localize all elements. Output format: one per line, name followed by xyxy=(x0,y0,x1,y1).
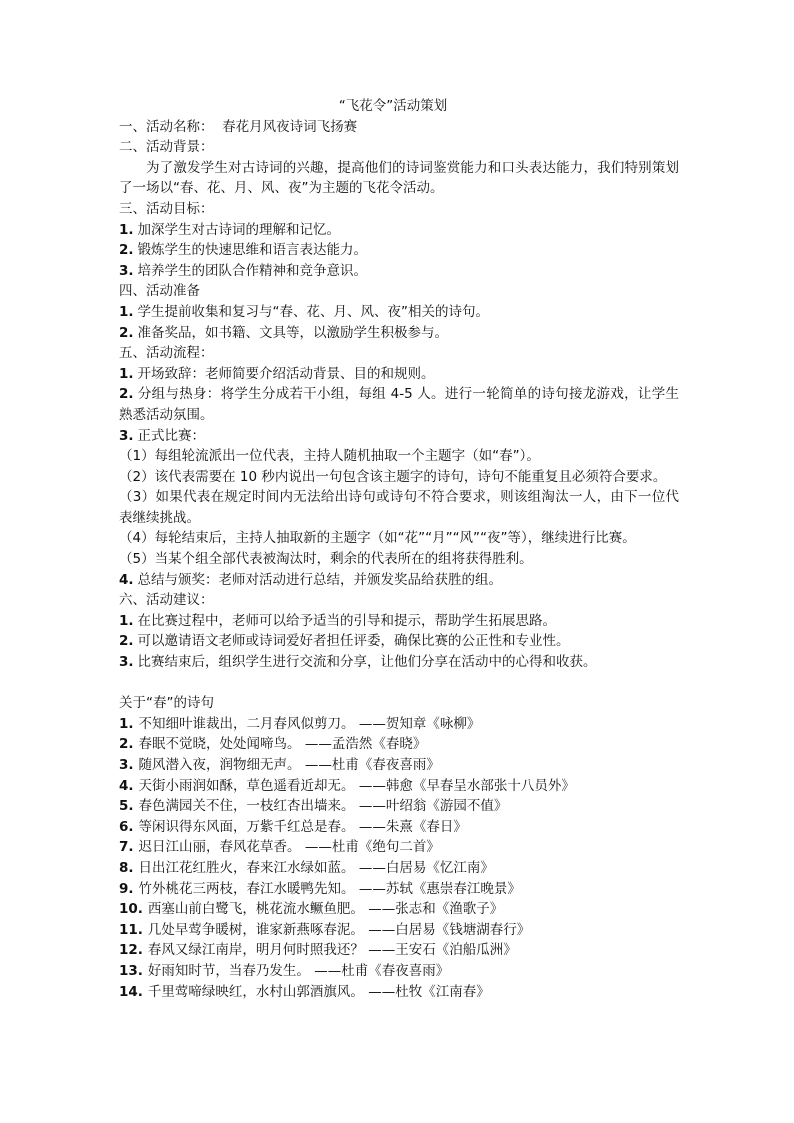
poem-item xyxy=(119,755,679,776)
sub-list-item: （4）每轮结束后，主持人抽取新的主题字（如“花”“月”“风”“夜”等），继续进行比赛。 xyxy=(119,530,636,547)
poem-number: 11. xyxy=(119,921,143,938)
document-body xyxy=(119,96,679,1002)
list-item-text: 在比赛过程中，老师可以给予适当的引导和提示，帮助学生拓展思路。 xyxy=(137,612,557,629)
sub-list-item: （5）当某个组全部代表被淘汰时，剩余的代表所在的组将获得胜利。 xyxy=(119,551,533,568)
poem-text: 春眠不觉晓，处处闻啼鸟。 ——孟浩然《春晓》 xyxy=(138,736,427,753)
list-item xyxy=(119,302,679,323)
poem-text: 几处早莺争暖树，谁家新燕啄春泥。 ——白居易《钱塘湖春行》 xyxy=(147,921,531,938)
poem-number: 12. xyxy=(119,942,143,959)
list-item-text: 锻炼学生的快速思维和语言表达能力。 xyxy=(137,242,368,259)
list-item-text: 分组与热身：将学生分成若干小组，每组 4-5 人。进行一轮简单的诗句接龙游戏，让学生熟悉活动氛围。 xyxy=(119,386,679,423)
list-item-number: 1. xyxy=(119,612,134,629)
list-item xyxy=(119,426,679,447)
poem-text: 天街小雨润如酥，草色遥看近却无。 ——韩愈《早春呈水部张十八员外》 xyxy=(138,777,575,794)
poem-list xyxy=(119,714,679,1002)
list-item xyxy=(119,652,679,673)
list-item-text: 正式比赛： xyxy=(137,427,206,444)
poem-text: 随风潜入夜，润物细无声。 ——杜甫《春夜喜雨》 xyxy=(138,757,440,773)
blank-line xyxy=(119,673,679,694)
section-flow-heading: 五、活动流程： xyxy=(119,345,214,362)
poem-number: 13. xyxy=(119,962,143,979)
list-item xyxy=(119,364,679,385)
list-item-text: 培养学生的团队合作精神和竞争意识。 xyxy=(137,262,368,279)
document-title: “飞花令”活动策划 xyxy=(338,98,448,114)
section-advice-heading: 六、活动建议： xyxy=(119,592,214,609)
list-item xyxy=(119,611,679,632)
list-item xyxy=(119,631,679,652)
poem-item xyxy=(119,858,679,879)
sub-list-item: （3）如果代表在规定时间内无法给出诗句或诗句不符合要求，则该组淘汰一人，由下一位代表继续挑战。 xyxy=(119,489,679,526)
list-item-number: 2. xyxy=(119,633,134,650)
section-name xyxy=(119,117,679,138)
list-item xyxy=(119,384,679,425)
sub-list-item: （1）每组轮流派出一位代表，主持人随机抽取一个主题字（如“春”）。 xyxy=(119,448,540,465)
poem-number: 10. xyxy=(119,901,143,918)
poem-item xyxy=(119,961,679,982)
list-item-number: 3. xyxy=(119,427,134,444)
poem-number: 14. xyxy=(119,983,143,1000)
sub-list-item: （2）该代表需要在 10 秒内说出一句包含该主题字的诗句，诗句不能重复且必须符合要求。 xyxy=(119,468,667,485)
list-item-number: 1. xyxy=(119,303,134,320)
poem-number: 5. xyxy=(119,798,134,815)
poem-item xyxy=(119,982,679,1003)
poem-text: 迟日江山丽，春风花草香。 ——杜甫《绝句二首》 xyxy=(138,839,440,856)
section-goals-heading: 三、活动目标： xyxy=(119,200,214,217)
list-item-text: 准备奖品，如书籍、文具等，以激励学生积极参与。 xyxy=(137,324,449,341)
list-item xyxy=(119,261,679,282)
poem-item xyxy=(119,899,679,920)
poem-number: 2. xyxy=(119,736,134,753)
list-item-text: 总结与颁奖：老师对活动进行总结，并颁发奖品给获胜的组。 xyxy=(137,571,503,588)
poem-item xyxy=(119,920,679,941)
poem-number: 3. xyxy=(119,757,134,773)
list-item-number: 1. xyxy=(119,221,134,238)
poem-item xyxy=(119,796,679,817)
poem-text: 好雨知时节，当春乃发生。 ——杜甫《春夜喜雨》 xyxy=(147,962,450,979)
poem-item xyxy=(119,714,679,735)
list-item-text: 可以邀请语文老师或诗词爱好者担任评委，确保比赛的公正性和专业性。 xyxy=(137,633,570,650)
list-item-number: 2. xyxy=(119,324,134,341)
poem-item xyxy=(119,879,679,900)
list-item-text: 加深学生对古诗词的理解和记忆。 xyxy=(137,221,341,238)
section-name-heading: 一、活动名称： xyxy=(119,118,214,135)
list-item-number: 3. xyxy=(119,654,134,671)
poem-item xyxy=(119,776,679,797)
poem-text: 西塞山前白鹭飞，桃花流水鳜鱼肥。 ——张志和《渔歌子》 xyxy=(147,901,504,918)
poem-item xyxy=(119,734,679,755)
poem-number: 9. xyxy=(119,880,134,897)
list-item xyxy=(119,220,679,241)
poem-item xyxy=(119,837,679,858)
poem-number: 7. xyxy=(119,839,134,856)
poem-number: 8. xyxy=(119,859,134,876)
poem-number: 4. xyxy=(119,777,134,794)
poem-text: 春风又绿江南岸，明月何时照我还？ ——王安石《泊船瓜洲》 xyxy=(147,942,517,959)
poem-number: 6. xyxy=(119,818,134,835)
poem-text: 竹外桃花三两枝，春江水暖鸭先知。 ——苏轼《惠崇春江晚景》 xyxy=(138,880,521,897)
list-item-number: 4. xyxy=(119,571,134,588)
poems-heading: 关于“春”的诗句 xyxy=(119,695,214,712)
section-background-heading: 二、活动背景： xyxy=(119,139,214,156)
list-item-number: 2. xyxy=(119,242,134,259)
list-item xyxy=(119,240,679,261)
poem-text: 日出江花红胜火，春来江水绿如蓝。 ——白居易《忆江南》 xyxy=(138,859,494,876)
poem-text: 不知细叶谁裁出，二月春风似剪刀。 ——贺知章《咏柳》 xyxy=(138,715,481,732)
list-item-text: 开场致辞：老师简要介绍活动背景、目的和规则。 xyxy=(137,365,435,382)
poem-text: 千里莺啼绿映红，水村山郭酒旗风。 ——杜牧《江南春》 xyxy=(147,983,490,1000)
list-item-number: 3. xyxy=(119,262,134,279)
poem-number: 1. xyxy=(119,715,134,732)
poem-text: 春色满园关不住，一枝红杏出墙来。 ——叶绍翁《游园不值》 xyxy=(138,798,508,815)
background-paragraph: 为了激发学生对古诗词的兴趣，提高他们的诗词鉴赏能力和口头表达能力，我们特别策划了一场以“春、花、月、风、夜”为主题的飞花令活动。 xyxy=(119,159,679,197)
list-item-text: 比赛结束后，组织学生进行交流和分享，让他们分享在活动中的心得和收获。 xyxy=(137,654,597,671)
list-item xyxy=(119,570,679,591)
poem-text: 等闲识得东风面，万紫千红总是春。 ——朱熹《春日》 xyxy=(138,818,467,835)
list-item-number: 2. xyxy=(119,386,134,403)
section-prep-heading: 四、活动准备 xyxy=(119,283,200,300)
list-item xyxy=(119,323,679,344)
poem-item xyxy=(119,940,679,961)
activity-name-value: 春花月风夜诗词飞扬赛 xyxy=(222,118,358,135)
poem-item xyxy=(119,817,679,838)
list-item-text: 学生提前收集和复习与“春、花、月、风、夜”相关的诗句。 xyxy=(137,303,490,320)
list-item-number: 1. xyxy=(119,365,134,382)
